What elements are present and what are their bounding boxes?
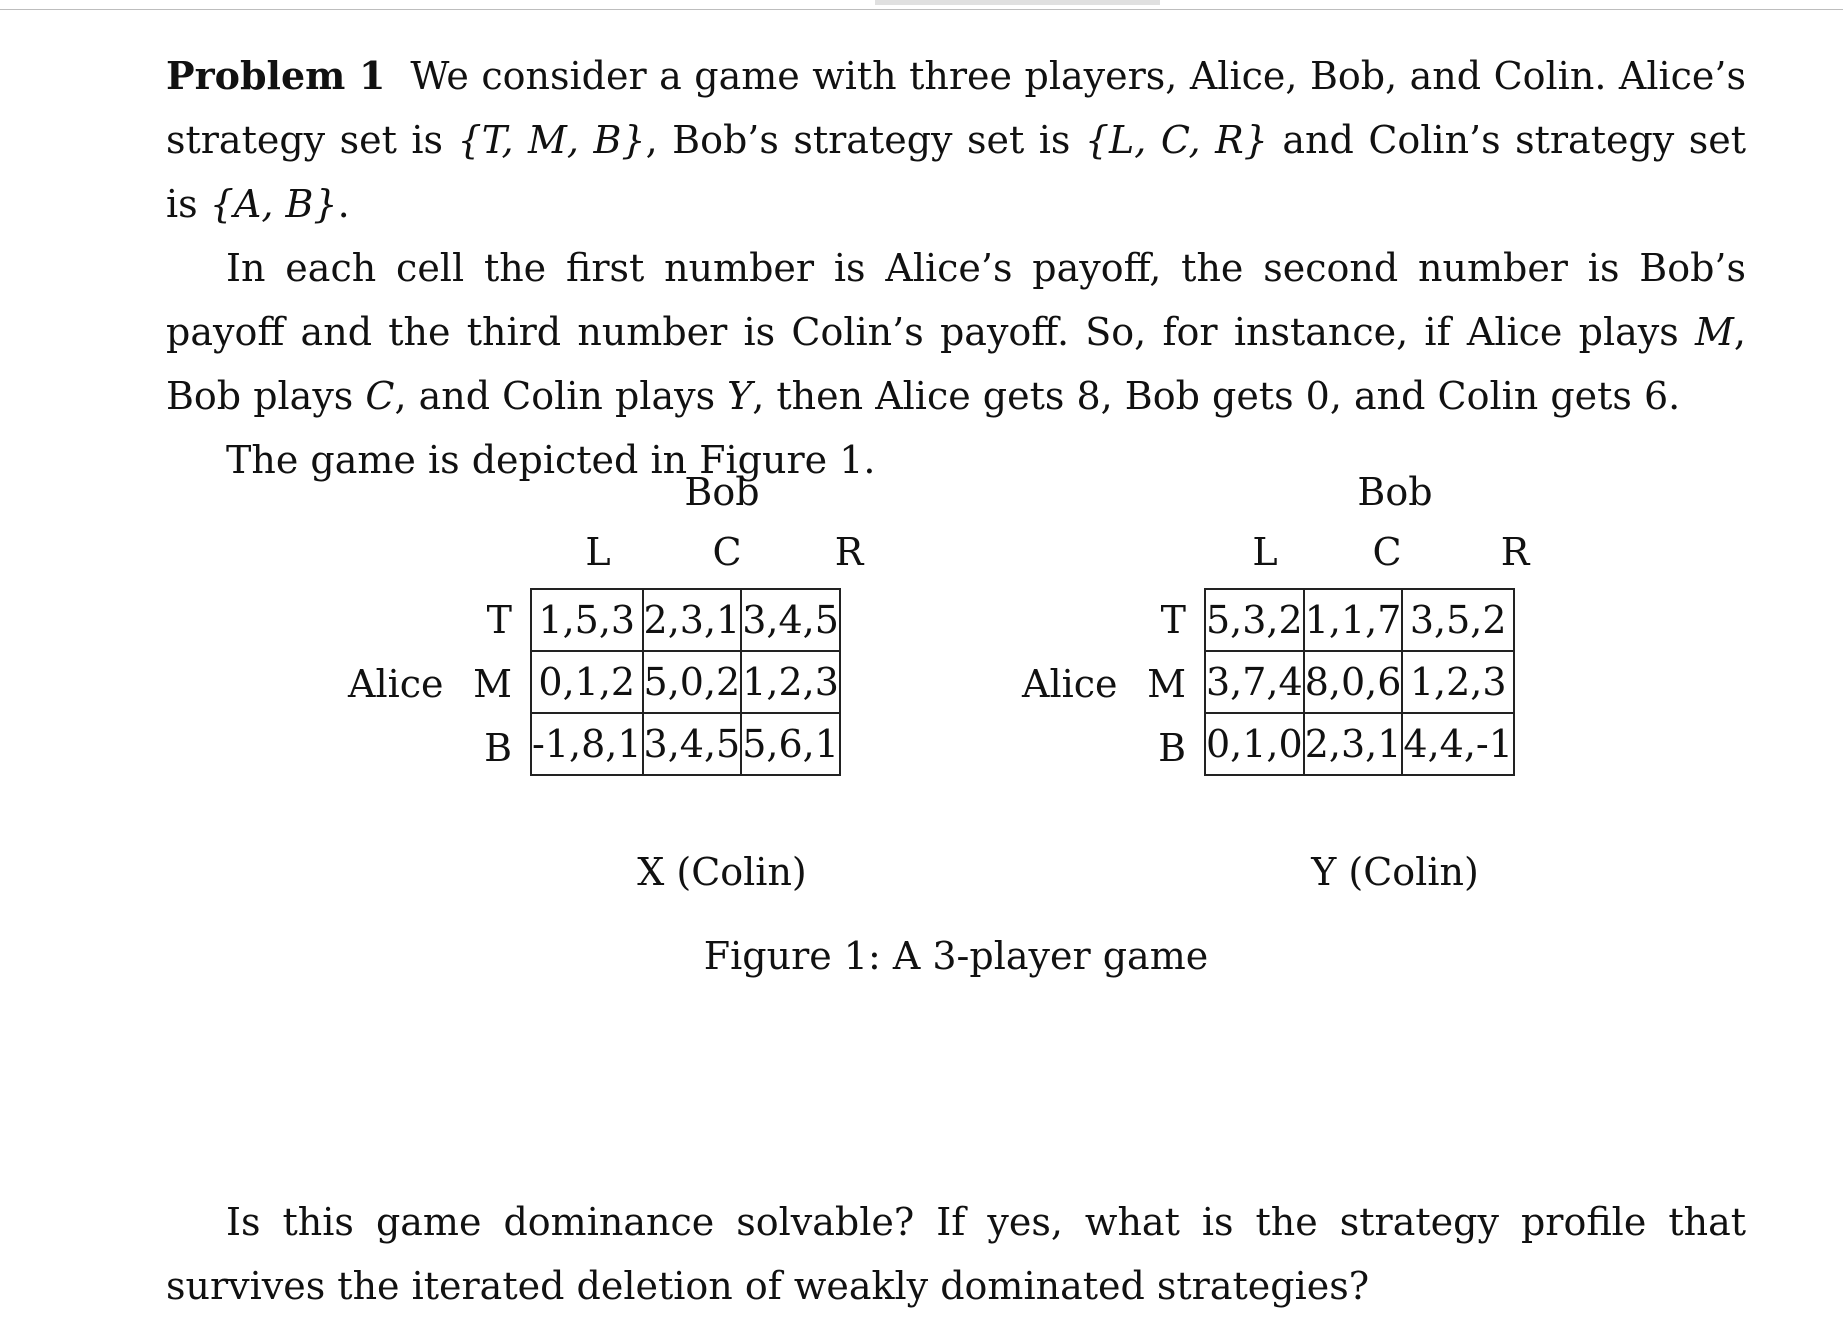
p2-c: C xyxy=(365,374,395,418)
col-label-l: L xyxy=(1252,530,1278,574)
payoff-table-y xyxy=(1204,588,1515,776)
cell: -1,8,1 xyxy=(531,713,643,775)
colin-set: {A, B} xyxy=(209,182,338,226)
table-row xyxy=(1205,589,1514,651)
table-row xyxy=(531,713,840,775)
cell: 3,4,5 xyxy=(643,713,742,775)
p1-text-b: , Bob’s strategy set is xyxy=(645,118,1085,162)
paragraph-2 xyxy=(166,236,1746,428)
column-labels xyxy=(530,530,910,574)
cell: 0,1,0 xyxy=(1205,713,1304,775)
row-label-m: M xyxy=(1147,662,1186,706)
bob-set: {L, C, R} xyxy=(1084,118,1268,162)
question-text xyxy=(166,1190,1746,1318)
table-row xyxy=(531,651,840,713)
cell: 0,1,2 xyxy=(531,651,643,713)
p1-text-c: and Colin’s strategy set is xyxy=(166,118,1747,226)
cell: 1,2,3 xyxy=(1402,651,1514,713)
row-labels xyxy=(1140,588,1186,780)
row-player-label: Alice xyxy=(348,662,444,706)
cell: 8,0,6 xyxy=(1304,651,1403,713)
alice-set: {T, M, B} xyxy=(457,118,646,162)
table-row xyxy=(1205,651,1514,713)
cell: 2,3,1 xyxy=(1304,713,1403,775)
column-player-label: Bob xyxy=(684,470,760,514)
figure-1 xyxy=(0,420,1843,1020)
p2-text-c: , and Colin plays xyxy=(394,374,728,418)
table-row xyxy=(531,589,840,651)
column-labels xyxy=(1204,530,1582,574)
cell: 3,5,2 xyxy=(1402,589,1514,651)
p2-text-d: , then Alice gets 8, Bob gets 0, and Colin gets 6. xyxy=(752,374,1681,418)
row-label-m: M xyxy=(473,662,512,706)
cell: 1,1,7 xyxy=(1304,589,1403,651)
row-label-t: T xyxy=(486,598,512,642)
problem-heading: Problem 1 xyxy=(166,53,386,98)
cell: 3,7,4 xyxy=(1205,651,1304,713)
colin-strategy-label: Y (Colin) xyxy=(1311,850,1479,894)
p2-m: M xyxy=(1694,310,1734,354)
paragraph-1 xyxy=(166,44,1746,236)
cell: 2,3,1 xyxy=(643,589,742,651)
cell: 3,4,5 xyxy=(741,589,840,651)
row-label-b: B xyxy=(1158,726,1186,770)
row-label-t: T xyxy=(1160,598,1186,642)
cell: 5,3,2 xyxy=(1205,589,1304,651)
p2-text-a: In each cell the first number is Alice’s payoff, the second number is Bob’s payoff and the third number is Colin’s payoff. So, for instance, if Alice plays xyxy=(166,246,1746,354)
row-labels xyxy=(470,588,512,780)
p2-y: Y xyxy=(727,374,753,418)
paragraph-3: The game is depicted in Figure 1. xyxy=(226,438,876,482)
row-label-b: B xyxy=(484,726,512,770)
col-label-c: C xyxy=(712,530,742,574)
p2-text-b: , Bob plays xyxy=(166,310,1746,418)
scroll-tab xyxy=(875,0,1160,5)
col-label-c: C xyxy=(1372,530,1402,574)
cell: 4,4,-1 xyxy=(1402,713,1514,775)
question-paragraph: Is this game dominance solvable? If yes, what is the strategy profile that survives the iterated deletion of weakly dominated strategies? xyxy=(166,1200,1746,1308)
col-label-r: R xyxy=(1500,530,1530,574)
table-row xyxy=(1205,713,1514,775)
row-player-label: Alice xyxy=(1022,662,1118,706)
col-label-r: R xyxy=(834,530,864,574)
cell: 5,0,2 xyxy=(643,651,742,713)
col-label-l: L xyxy=(585,530,611,574)
colin-strategy-label: X (Colin) xyxy=(637,850,807,894)
cell: 5,6,1 xyxy=(741,713,840,775)
column-player-label: Bob xyxy=(1357,470,1433,514)
cell: 1,2,3 xyxy=(741,651,840,713)
payoff-table-x xyxy=(530,588,841,776)
p1-text-d: . xyxy=(337,182,350,226)
cell: 1,5,3 xyxy=(531,589,643,651)
p1-text-a: We consider a game with three players, Alice, Bob, and Colin. Alice’s strategy set is xyxy=(166,54,1746,162)
figure-caption: Figure 1: A 3-player game xyxy=(703,934,1209,978)
